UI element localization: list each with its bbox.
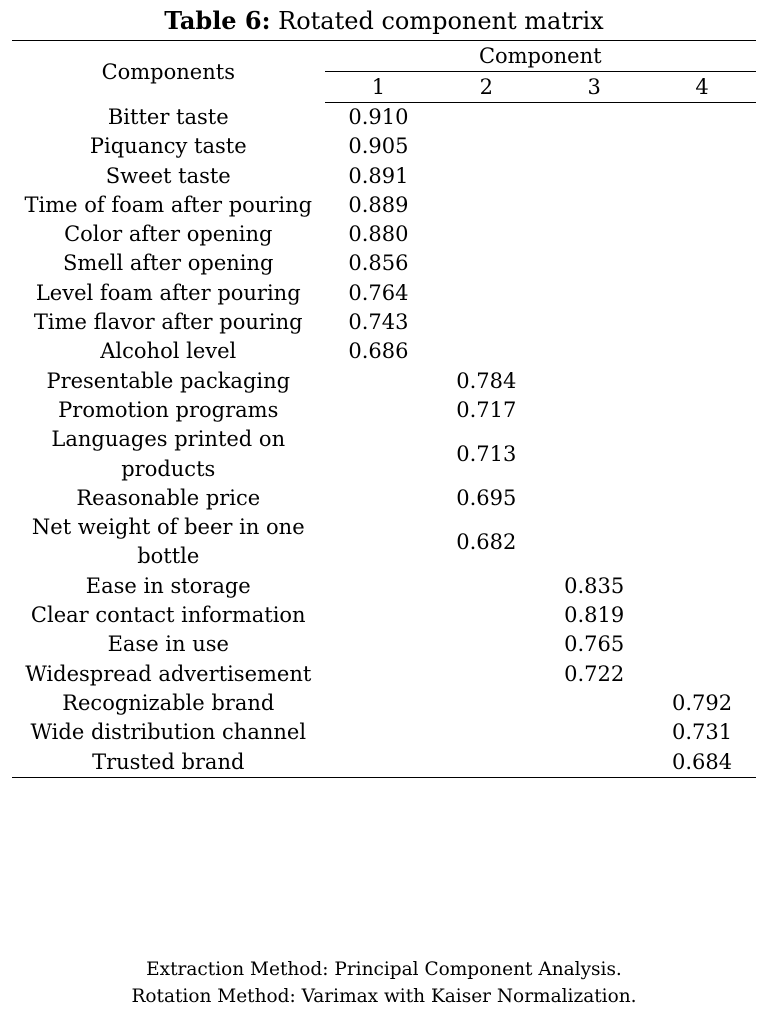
- loading-cell-component-4: [648, 425, 756, 484]
- loading-cell-component-4: [648, 162, 756, 191]
- loading-cell-component-3: [540, 718, 648, 747]
- row-label: Wide distribution channel: [30, 720, 307, 745]
- row-label: Ease in storage: [85, 573, 251, 598]
- loading-cell-component-1: 0.880: [348, 222, 409, 247]
- loading-cell-component-3: [540, 513, 648, 572]
- row-label: Presentable packaging: [46, 368, 291, 393]
- loading-cell-component-2: 0.713: [456, 441, 517, 466]
- loading-cell-component-3: [540, 396, 648, 425]
- column-header-2: 2: [432, 72, 540, 103]
- loading-cell-component-3: [540, 191, 648, 220]
- table-row: [12, 513, 756, 572]
- loading-cell-component-2: [432, 660, 540, 689]
- loading-cell-component-1: 0.891: [348, 163, 409, 188]
- loading-cell-component-4: [648, 337, 756, 366]
- loading-cell-component-3: 0.835: [564, 573, 625, 598]
- table-row: [12, 337, 756, 366]
- loading-cell-component-2: [432, 718, 540, 747]
- loading-cell-component-3: [540, 103, 648, 133]
- table-notes: [0, 956, 768, 1010]
- loading-cell-component-3: 0.819: [564, 603, 625, 628]
- loading-cell-component-3: [540, 162, 648, 191]
- loading-cell-component-4: [648, 249, 756, 278]
- loading-cell-component-1: 0.743: [348, 310, 409, 335]
- table-row: [12, 132, 756, 161]
- row-label: Reasonable price: [76, 485, 261, 510]
- loading-cell-component-4: [648, 220, 756, 249]
- row-label: Net weight of beer in one bottle: [31, 515, 305, 569]
- loading-cell-component-3: [540, 337, 648, 366]
- table-row: [12, 220, 756, 249]
- loading-cell-component-1: [325, 660, 433, 689]
- row-label: Widespread advertisement: [25, 661, 312, 686]
- table-row: [12, 308, 756, 337]
- loading-cell-component-1: [325, 484, 433, 513]
- rotated-component-matrix: [12, 40, 756, 778]
- table-row: [12, 601, 756, 630]
- loading-cell-component-2: [432, 689, 540, 718]
- header-row-1: [12, 41, 756, 72]
- column-group-header: Component: [325, 41, 756, 72]
- loading-cell-component-4: [648, 132, 756, 161]
- table-row: [12, 279, 756, 308]
- loading-cell-component-3: [540, 249, 648, 278]
- loading-cell-component-1: [325, 396, 433, 425]
- loading-cell-component-1: 0.686: [348, 339, 409, 364]
- loading-cell-component-1: 0.764: [348, 280, 409, 305]
- row-label: Alcohol level: [100, 339, 237, 364]
- loading-cell-component-4: 0.684: [648, 748, 756, 778]
- loading-cell-component-4: [648, 660, 756, 689]
- loading-cell-component-3: [540, 367, 648, 396]
- loading-cell-component-1: 0.910: [348, 105, 409, 129]
- table-row: [12, 748, 756, 778]
- table-row: [12, 396, 756, 425]
- loading-cell-component-2: 0.695: [456, 485, 517, 510]
- loading-cell-component-2: [432, 220, 540, 249]
- table-caption: Rotated component matrix: [270, 7, 604, 35]
- loading-cell-component-2: [432, 630, 540, 659]
- table-row: [12, 718, 756, 747]
- loading-cell-component-4: [648, 630, 756, 659]
- table-row: [12, 484, 756, 513]
- column-header-4: 4: [648, 72, 756, 103]
- loading-cell-component-1: [325, 513, 433, 572]
- loading-cell-component-3: [540, 689, 648, 718]
- row-label: Ease in use: [107, 632, 229, 657]
- table-row: [12, 367, 756, 396]
- row-label: Piquancy taste: [89, 134, 247, 159]
- loading-cell-component-1: [325, 572, 433, 601]
- loading-cell-component-2: [432, 191, 540, 220]
- loading-cell-component-4: [648, 367, 756, 396]
- table-row: [12, 425, 756, 484]
- row-label: Time flavor after pouring: [33, 310, 303, 335]
- loading-cell-component-4: [648, 572, 756, 601]
- loading-cell-component-2: 0.682: [456, 529, 517, 554]
- loading-cell-component-4: [648, 191, 756, 220]
- loading-cell-component-1: [325, 601, 433, 630]
- loading-cell-component-1: [325, 718, 433, 747]
- loading-cell-component-1: 0.905: [348, 134, 409, 159]
- loading-cell-component-4: [648, 601, 756, 630]
- loading-cell-component-3: 0.722: [564, 661, 625, 686]
- loading-cell-component-1: 0.856: [348, 251, 409, 276]
- loading-cell-component-2: [432, 162, 540, 191]
- extraction-note: Extraction Method: Principal Component Analysis.: [146, 959, 622, 980]
- loading-cell-component-3: [540, 220, 648, 249]
- table-number: Table 6:: [164, 6, 271, 35]
- loading-cell-component-3: [540, 484, 648, 513]
- loading-cell-component-4: [648, 103, 756, 133]
- loading-cell-component-2: [432, 601, 540, 630]
- table-body: [12, 103, 756, 778]
- loading-cell-component-1: 0.889: [348, 192, 409, 217]
- row-label: Clear contact information: [30, 603, 306, 628]
- loading-cell-component-2: [432, 572, 540, 601]
- row-label: Trusted brand: [12, 748, 325, 778]
- table-row: [12, 162, 756, 191]
- loading-cell-component-4: [648, 308, 756, 337]
- row-label: Smell after opening: [63, 251, 274, 276]
- row-label: Sweet taste: [105, 163, 231, 188]
- table-row: [12, 103, 756, 133]
- table-row: [12, 191, 756, 220]
- row-label: Time of foam after pouring: [24, 192, 313, 217]
- loading-cell-component-2: [432, 337, 540, 366]
- row-label: Promotion programs: [58, 397, 279, 422]
- loading-cell-component-4: 0.731: [671, 720, 733, 745]
- table-row: [12, 249, 756, 278]
- row-label: Color after opening: [64, 222, 273, 247]
- loading-cell-component-2: [432, 132, 540, 161]
- row-label: Level foam after pouring: [35, 280, 301, 305]
- column-header-3: 3: [540, 72, 648, 103]
- loading-cell-component-1: [325, 689, 433, 718]
- loading-cell-component-2: [432, 279, 540, 308]
- row-label: Recognizable brand: [62, 690, 275, 715]
- loading-cell-component-3: [540, 425, 648, 484]
- loading-cell-component-4: [648, 484, 756, 513]
- rotation-note: Rotation Method: Varimax with Kaiser Normalization.: [131, 986, 637, 1007]
- row-label: Languages printed on products: [51, 427, 286, 481]
- loading-cell-component-1: [325, 748, 433, 778]
- loading-cell-component-4: [648, 279, 756, 308]
- table-title: [0, 6, 768, 36]
- loading-cell-component-4: [648, 396, 756, 425]
- loading-cell-component-1: [325, 367, 433, 396]
- loading-cell-component-4: [648, 513, 756, 572]
- table-row: [12, 689, 756, 718]
- loading-cell-component-2: 0.784: [456, 368, 517, 393]
- loading-cell-component-2: [432, 249, 540, 278]
- loading-cell-component-2: [432, 308, 540, 337]
- row-label: Bitter taste: [107, 104, 229, 129]
- loading-cell-component-1: [325, 425, 433, 484]
- loading-cell-component-2: [432, 103, 540, 133]
- loading-cell-component-3: [540, 132, 648, 161]
- loading-cell-component-1: [325, 630, 433, 659]
- loading-cell-component-3: [540, 308, 648, 337]
- column-header-1: 1: [325, 72, 433, 103]
- loading-cell-component-3: 0.765: [564, 632, 625, 657]
- loading-cell-component-4: 0.792: [671, 690, 733, 715]
- table-row: [12, 572, 756, 601]
- row-header-components: Components: [12, 41, 325, 103]
- table-row: [12, 630, 756, 659]
- loading-cell-component-2: 0.717: [456, 397, 517, 422]
- loading-cell-component-2: [432, 748, 540, 778]
- table-row: [12, 660, 756, 689]
- loading-cell-component-3: [540, 279, 648, 308]
- loading-cell-component-3: [540, 748, 648, 778]
